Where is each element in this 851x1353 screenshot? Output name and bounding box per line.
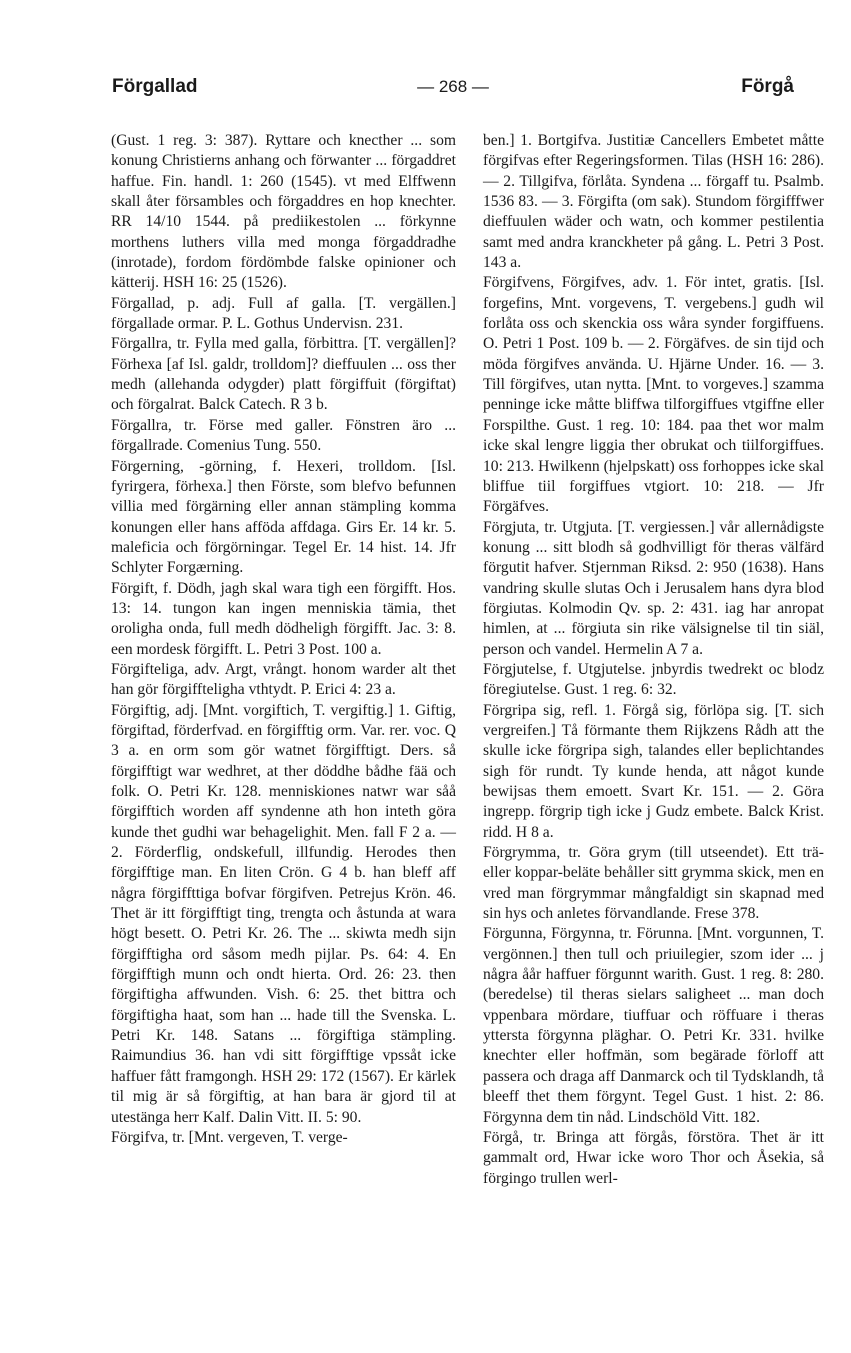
page-number: — 268 — xyxy=(417,77,489,96)
entry-paragraph: Förgallad, p. adj. Full af galla. [T. vergällen.] förgallade ormar. P. L. Gothus Undervisn. 231. xyxy=(111,294,456,333)
entry-paragraph: (Gust. 1 reg. 3: 387). Ryttare och knecther ... som konung Christierns anhang och förwanter ... förgaddret haffue. Fin. handl. 1: 260 (1545). vt med Elffwenn skall åter försambles och förgaddres en hop knechter. RR 14/10 1544. på prediikestolen ... förkynne morthens luthers villa med monga förgaddradhe (inrotade), fordom fördömbde falske opinioner och kätterij. HSH 16: 25 (1526). xyxy=(111,132,456,292)
entry-paragraph: Förgifteliga, adv. Argt, vrångt. honom warder alt thet han gör förgiffteligha vthtydt. P. Erici 4: 23 a. xyxy=(111,660,456,699)
entry-paragraph: Förgifvens, Förgifves, adv. 1. För intet, gratis. [Isl. forgefins, Mnt. vorgevens, T. vergebens.] gudh wil forlåta oss och skenckia oss wåra synder forgiffuens. O. Petri 1 Post. 109 b. — 2. Förgäfves. de sin tijd och möda förgifves använda. U. Hjärne Under. 16. — 3. Till förgifves, utan nytta. [Mnt. to vorgeves.] szamma penninge icke måtte bliffwa tilforgiffues vtgiffne eller Forspilthe. Gust. 1 reg. 10: 184. paa thet wor malm icke skal lengre liggia ther obrukat och tiilforgiffues. 10: 213. Hwilkenn (hjelpskatt) oss forhoppes icke skal bliffue tiil forgiffues vtgiort. 10: 218. — Jfr Förgäfves. xyxy=(483,274,824,516)
entry-paragraph: Förgunna, Förgynna, tr. Förunna. [Mnt. vorgunnen, T. vergönnen.] then tull och priuilegier, szom ider ... j några åår haffuer förgunnt warith. Gust. 1 reg. 8: 280. (beredelse) til theras sielars saligheet ... man doch vppenbara mördare, tiuffuar och röffuare i theras yttersta förgynna pläghar. O. Petri Kr. 331. hvilke knechter eller hoffmän, som begärade förloff att passera och draga aff Danmarck och til Tydsklandh, tå bleeff thet them förgynt. Tegel Gust. 1 hist. 2: 86. Förgynna dem tin nåd. Lindschöld Vitt. 182. xyxy=(483,925,824,1126)
entry-paragraph: Förgallra, tr. Fylla med galla, förbittra. [T. vergällen]? Förhexa [af Isl. galdr, trolldom]? dieffuulen ... oss ther medh (allehanda odygder) platt förgiffuit (förgiftat) och förgalrat. Balck Catech. R 3 b. xyxy=(111,335,456,414)
header-last-headword: Förgå xyxy=(741,76,794,97)
entry-paragraph: Förgifva, tr. [Mnt. vergeven, T. verge- xyxy=(111,1128,348,1146)
entry-paragraph: Förgripa sig, refl. 1. Förgå sig, förlöpa sig. [T. sich vergreifen.] Tå förmante them Rijkzens Rådh att the skulle icke förgripa sigh, talandes eller beplichtandes sigh för rundt. Ty kunde henda, att något kunde bewijsas them emoett. Svart Kr. 151. — 2. Göra ingrepp. förgrip tigh icke j Gudz embete. Balck Krist. ridd. H 8 a. xyxy=(483,701,824,841)
entry-paragraph: Förgallra, tr. Förse med galler. Fönstren äro ... förgallrade. Comenius Tung. 550. xyxy=(111,416,456,455)
entry-paragraph: Förgjutelse, f. Utgjutelse. jnbyrdis twedrekt oc blodz föregiutelse. Gust. 1 reg. 6: 32. xyxy=(483,660,824,699)
header-first-headword: Förgallad xyxy=(112,76,198,97)
entry-paragraph: Förgerning, -görning, f. Hexeri, trolldom. [Isl. fyrirgera, förhexa.] then Förste, som blefvo befunnen villia med förgärning eller annan stämpling komma konungen eller hans afföda affdaga. Girs Er. 14 kr. 5. maleficia och förgörningar. Tegel Er. 14 hist. 14. Jfr Schlyter Forgærning. xyxy=(111,457,456,577)
right-column xyxy=(483,131,824,1189)
entry-paragraph: Förgiftig, adj. [Mnt. vorgiftich, T. vergiftig.] 1. Giftig, förgiftad, förderfvad. en förgifftig orm. Var. rer. voc. Q 3 a. en orm som gör watnet förgifftigt. Ders. så förgifftigt war wedhret, at ther döddhe bådhe fää och folk. O. Petri Kr. 128. menniskiones natwr war såå förgifftich worden aff syndenne ath hon inteth göra kunde thet gudhi war behagelighit. Men. fall F 2 a. — 2. Förderflig, ondskefull, illfundig. Herodes then förgifftige man. En liten Crön. G 4 b. han bleff aff några förgiffttiga bofvar förgifven. Petrejus Krön. 46. Thet är itt förgifftigt ting, trengta och åstunda at wara högt besett. O. Petri Kr. 26. The ... skiwta medh sijn förgifftigha ord såsom medh pijlar. Ps. 64: 4. En förgifftigh munn och ondt hierta. Ord. 26: 23. then förgiftigha affwunden. Vish. 6: 25. thet bittra och förgiftigha haat, som han ... hade till the Svenska. L. Petri Kr. 148. Satans ... förgiftiga stämpling. Raimundius 36. han vdi sitt förgifftige vpssåt icke haffuer fått framgongh. HSH 29: 172 (1567). Er kärlek til mig är så förgiftig, at han bara är gjord til at utestänga herr Kalf. Dalin Vitt. II. 5: 90. xyxy=(111,701,456,1126)
page-header xyxy=(112,76,794,104)
left-column xyxy=(111,131,456,1148)
entry-paragraph: Förgift, f. Dödh, jagh skal wara tigh een förgifft. Hos. 13: 14. tungon kan ingen menniskia tämia, thet oroligha onda, full medh dödheligh förgifft. Jac. 3: 8. een mordesk förgifft. L. Petri 3 Post. 100 a. xyxy=(111,579,456,658)
entry-paragraph: ben.] 1. Bortgifva. Justitiæ Cancellers Embetet måtte förgifvas efter Regeringsformen. Tilas (HSH 16: 286). — 2. Tillgifva, förlåta. Syndena ... förgaff tu. Psalmb. 1536 83. — 3. Förgifta (om sak). Stundom förgifffwer dieffuulen wäder och watn, och kommer pestilentia samt med andra kranckheter på gång. L. Petri 3 Post. 143 a. xyxy=(483,132,824,272)
entry-paragraph: Förgjuta, tr. Utgjuta. [T. vergiessen.] vår allernådigste konung ... sitt blodh så godhvilligt för theras välfärd förgutit hafver. Stjernman Riksd. 2: 950 (1638). Hans vandring skulle slutas Och i Jerusalem hans dyra blod förgiutas. Kolmodin Qv. sp. 2: 431. iag har anropat himlen, at ... förgiuta sin rike välsignelse til tin siäl, person och vandel. Hermelin A 7 a. xyxy=(483,518,824,658)
entry-paragraph: Förgrymma, tr. Göra grym (till utseendet). Ett trä- eller koppar-beläte behåller sitt grymma skick, men en vred man förgrymmar mångfaldigt sin skapnad med sin hys och anletes förvandlande. Frese 378. xyxy=(483,844,824,923)
entry-paragraph: Förgå, tr. Bringa att förgås, förstöra. Thet är itt gammalt ord, Hwar icke woro Thor och Åsekia, så förgingo trullen werl- xyxy=(483,1128,824,1187)
